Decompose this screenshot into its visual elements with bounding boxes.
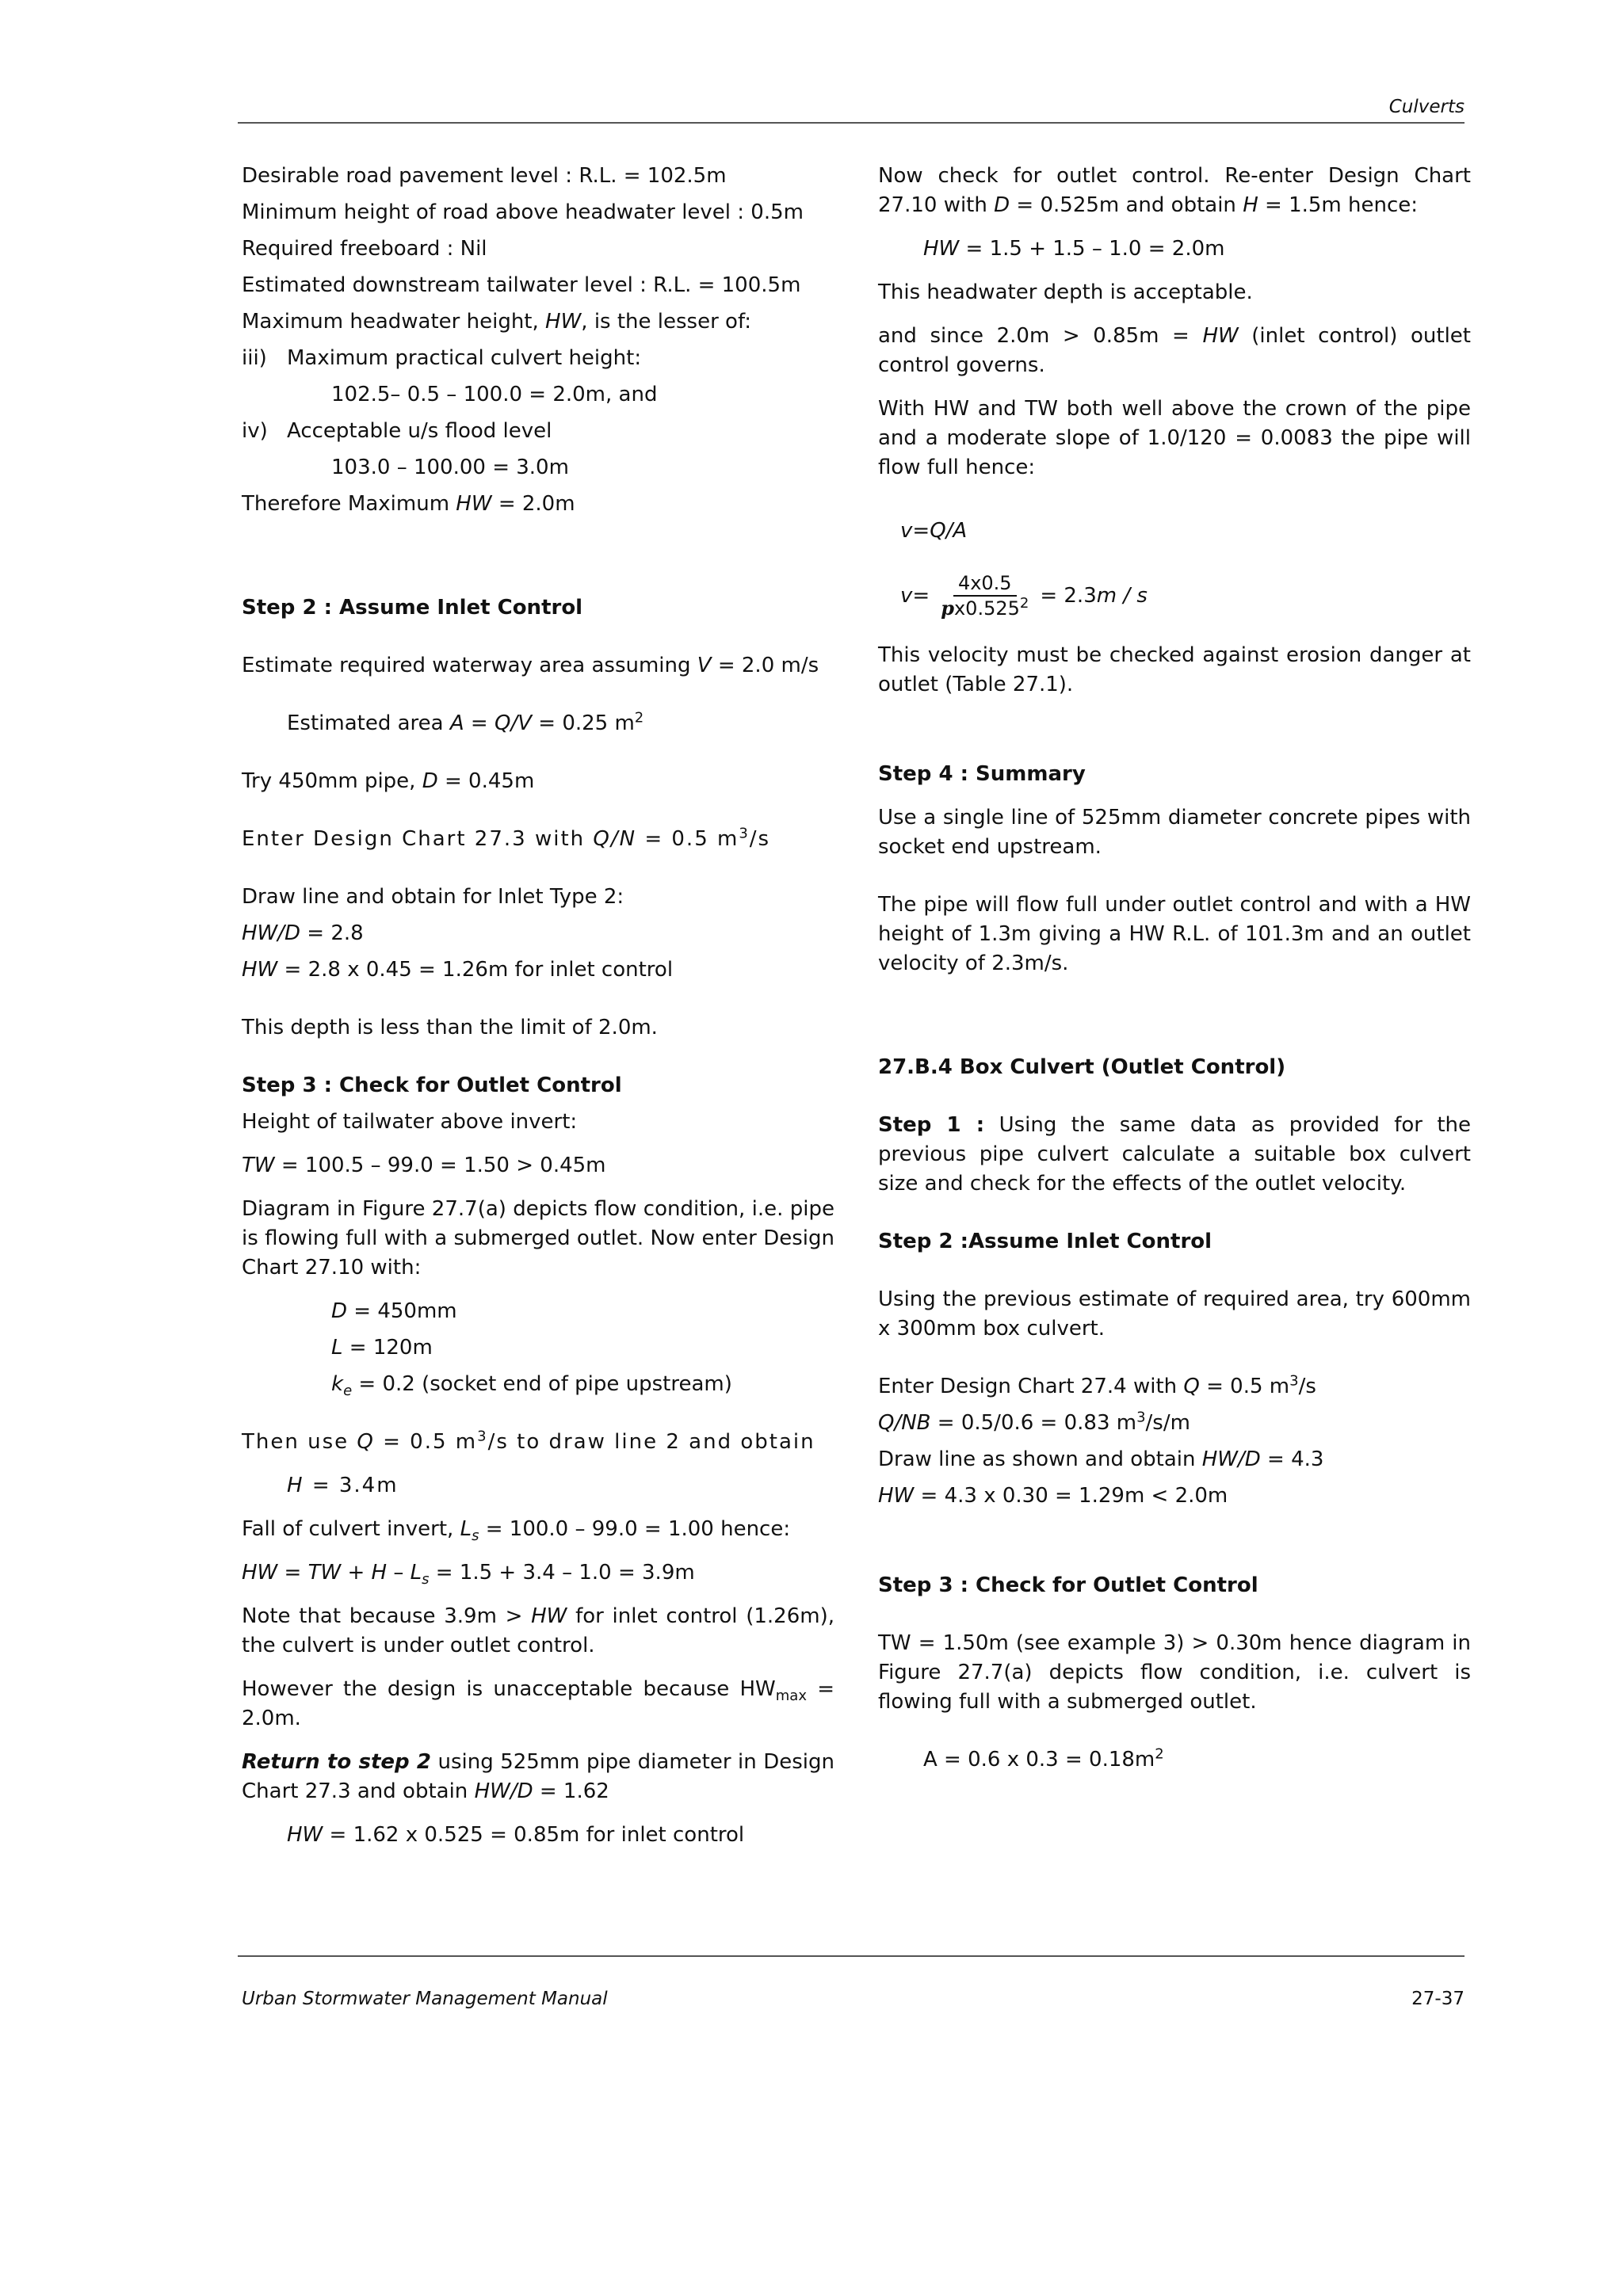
section-heading: Step 3 : Check for Outlet Control [878, 1573, 1258, 1597]
text-line: This depth is less than the limit of 2.0m. [242, 1016, 658, 1039]
paragraph: This velocity must be checked against erosion danger at outlet (Table 27.1). [878, 643, 1471, 696]
section-heading: Step 3 : Check for Outlet Control [242, 1074, 622, 1097]
calc-line: Estimated area A = Q/V = 0.25 $m^2$ [287, 709, 644, 735]
paragraph: The pipe will flow full under outlet control and with a HW height of 1.3m giving a HW R.L. of 101.3m and an outlet velocity of 2.3m/s. [878, 893, 1471, 975]
section-heading: Step 2 :Assume Inlet Control [878, 1230, 1212, 1253]
text-line: Maximum headwater height, HW, is the lesser of: [242, 310, 751, 334]
velocity-formula: v = Q/A [900, 518, 968, 543]
header-rule [238, 122, 1465, 124]
calc-line: HW = 1.62 x 0.525 = 0.85m for inlet control [287, 1823, 745, 1847]
paragraph: However the design is unacceptable because $HW_{max} = 2.0m$. [242, 1677, 834, 1730]
footer-title: Urban Stormwater Management Manual [242, 1989, 608, 2009]
calc-line: 102.5– 0.5 – 100.0 = 2.0m, and [331, 383, 658, 406]
text-line: Try 450mm pipe, D = 0.45m [242, 769, 535, 793]
text-line: Draw line as shown and obtain HW/D = 4.3 [878, 1447, 1324, 1471]
fraction: $\frac{4x0.5}{px0.525^2}$ [941, 572, 1029, 620]
text-line: Required freeboard : Nil [242, 237, 487, 261]
paragraph: Using the previous estimate of required area, try 600mm x 300mm box culvert. [878, 1287, 1471, 1341]
section-heading: Step 2 : Assume Inlet Control [242, 596, 583, 620]
calc-line: Q/NB = 0.5/0.6 = 0.83 $m^3/s/m$ [878, 1409, 1190, 1435]
paragraph: Now check for outlet control. Re-enter Design Chart 27.10 with D = 0.525m and obtain H = 1.5m hence: [878, 164, 1471, 217]
calc-line: HW/D = 2.8 [242, 921, 364, 945]
section-heading: 27.B.4 Box Culvert (Outlet Control) [878, 1055, 1286, 1079]
calc-line: H = 3.4m [287, 1474, 399, 1497]
paragraph: TW = 1.50m (see example 3) > 0.30m hence diagram in Figure 27.7(a) depicts flow condition, i.e. culvert is flowing full with a submerged outlet. [878, 1631, 1471, 1714]
left-column [242, 162, 834, 1850]
text-line: Therefore Maximum HW = 2.0m [242, 492, 575, 516]
calc-line: HW = 4.3 x 0.30 = 1.29m < 2.0m [878, 1484, 1228, 1508]
list-item: iv) Acceptable u/s flood level [242, 419, 552, 443]
paragraph: Diagram in Figure 27.7(a) depicts flow condition, i.e. pipe is flowing full with a submerged outlet. Now enter Design Chart 27.10 with: [242, 1197, 834, 1280]
calc-line: D = 450mm [331, 1299, 457, 1323]
section-heading: Step 4 : Summary [878, 762, 1086, 786]
text-line: Enter Design Chart 27.4 with Q = 0.5 $m^3/s$ [878, 1372, 1316, 1398]
text-line: Draw line and obtain for Inlet Type 2: [242, 885, 624, 909]
text-line: Desirable road pavement level : R.L. = 102.5m [242, 164, 727, 188]
calc-line: TW = 100.5 – 99.0 = 1.50 > 0.45m [242, 1154, 606, 1177]
paragraph: and since 2.0m > 0.85m = HW (inlet control) outlet control governs. [878, 324, 1471, 377]
calc-line: $k_e = 0.2$ (socket end of pipe upstream) [331, 1372, 732, 1400]
page-number: 27-37 [1411, 1989, 1465, 2009]
footer-rule [238, 1955, 1465, 1957]
paragraph: Use a single line of 525mm diameter concrete pipes with socket end upstream. [878, 806, 1471, 859]
calc-line: L = 120m [331, 1336, 433, 1360]
text-line: Minimum height of road above headwater level : 0.5m [242, 200, 804, 224]
calc-line: A = 0.6 x $0.3 = 0.18m^2$ [923, 1745, 1164, 1772]
text-line: Enter Design Chart 27.3 with Q/N = 0.5 $m^3/s$ [242, 825, 771, 851]
text-line: Estimate required waterway area assuming V = 2.0 m/s [242, 654, 819, 677]
paragraph: Step 1 : Using the same data as provided for the previous pipe culvert calculate a suitable box culvert size and check for the effects of the outlet velocity. [878, 1113, 1471, 1196]
text-line: Height of tailwater above invert: [242, 1110, 578, 1134]
list-item: iii) Maximum practical culvert height: [242, 346, 642, 370]
calc-line: 103.0 – 100.00 = 3.0m [331, 456, 569, 479]
text-line: Fall of culvert invert, $L_s = 100.0 - 99.0 = 1.00$ hence: [242, 1517, 791, 1545]
paragraph: Return to step 2 using 525mm pipe diameter in Design Chart 27.3 and obtain HW/D = 1.62 [242, 1750, 834, 1803]
paragraph: With HW and TW both well above the crown of the pipe and a moderate slope of 1.0/120 = 0.0083 the pipe will flow full hence: [878, 397, 1471, 479]
calc-line: HW = 2.8 x 0.45 = 1.26m for inlet control [242, 958, 674, 982]
velocity-fraction: v = $\frac{4x0.5}{px0.525^2}$ = 2.3 m / s [900, 572, 1148, 620]
running-header: Culverts [1388, 97, 1465, 117]
calc-line: HW = 1.5 + 1.5 – 1.0 = 2.0m [923, 237, 1225, 261]
paragraph: Note that because 3.9m > HW for inlet control (1.26m), the culvert is under outlet control. [242, 1604, 834, 1657]
text-line: Then use Q = 0.5 $m^3/s$ to draw line 2 and obtain [242, 1428, 815, 1454]
right-column [878, 162, 1471, 1775]
calc-line: HW = TW + $H - L_s = 1.5 + 3.4 - 1.0 = 3.9m$ [242, 1561, 695, 1589]
text-line: Estimated downstream tailwater level : R.L. = 100.5m [242, 273, 801, 297]
text-line: This headwater depth is acceptable. [878, 280, 1253, 304]
